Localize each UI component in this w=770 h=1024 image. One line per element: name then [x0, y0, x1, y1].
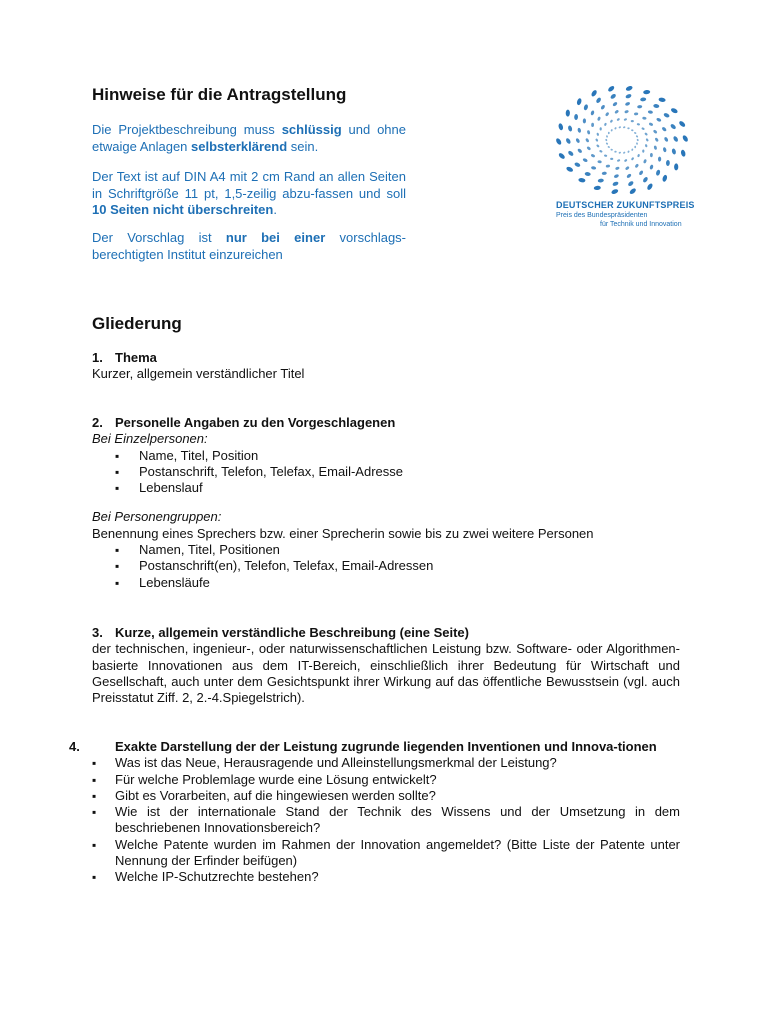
logo-dot [565, 137, 571, 144]
logo-dot [634, 163, 639, 168]
section-2-heading: 2. Personelle Angaben zu den Vorgeschlagenen [92, 415, 396, 430]
logo-dot [637, 154, 640, 158]
logo-dot [558, 123, 564, 131]
logo-dot [631, 129, 634, 131]
logo-dot [606, 135, 608, 138]
logo-dot [664, 136, 669, 142]
logo-dot [615, 166, 620, 170]
list-item: ▪ Lebenslauf [92, 480, 680, 496]
logo-dot [658, 97, 666, 102]
list-item: ▪ Name, Titel, Position [92, 448, 680, 464]
logo-dot [642, 116, 647, 120]
logo-dot [636, 142, 638, 145]
logo-dot [662, 174, 668, 182]
list-item: ▪ Welche IP-Schutzrechte bestehen? [92, 869, 680, 885]
logo-dot [627, 127, 630, 129]
section-2 [92, 415, 680, 591]
logo-dot [653, 104, 660, 109]
logo-dot [591, 166, 596, 170]
logo-dot [611, 188, 619, 194]
logo-dot [678, 120, 686, 128]
logo-dot [574, 114, 578, 120]
logo-dot [636, 139, 639, 142]
logo-dot [610, 158, 613, 161]
logo-dot [653, 129, 658, 134]
logo-dot [612, 101, 618, 107]
list-item: ▪ Gibt es Vorarbeiten, auf die hingewiesen werden sollte? [92, 788, 680, 804]
logo-dot [604, 154, 608, 157]
logo-dot [674, 163, 678, 170]
section-2-groups-text: Benennung eines Sprechers bzw. einer Sprecherin sowie bis zu zwei weitere Personen [92, 525, 594, 541]
logo-dot [642, 176, 649, 183]
logo-dot [608, 132, 610, 134]
logo-title: DEUTSCHER ZUKUNFTSPREIS [556, 200, 695, 210]
logo-dot [606, 164, 610, 167]
logo-dot [631, 148, 633, 151]
logo-dot [666, 160, 670, 166]
logo-dot [596, 132, 599, 136]
logo-dot [599, 150, 603, 153]
list-item: ▪ Für welche Problemlage wurde eine Lösung entwickelt? [92, 772, 680, 788]
list-item: ▪ Wie ist der internationale Stand der Technik des Wissens und der Umsetzung in dem beschriebenen Innovationsbereich? [92, 804, 680, 837]
logo-dot [575, 138, 580, 144]
logo-dot [643, 159, 647, 164]
logo-dot [574, 162, 581, 168]
logo-dot [610, 149, 613, 151]
section-4-questions [92, 755, 680, 885]
logo-dot [673, 135, 679, 142]
logo-dot [614, 127, 617, 130]
logo-dot [607, 85, 615, 93]
logo-dot [650, 153, 653, 157]
logo-dot [610, 119, 614, 123]
logo-dot [600, 104, 605, 110]
note-submission: Der Vorschlag ist nur bei einer vorschlags-berechtigten Institut einzureichen [92, 230, 406, 262]
logo-dot [566, 110, 570, 117]
logo-dot [590, 89, 597, 97]
logo-dot [638, 170, 643, 176]
logo-dot [644, 132, 648, 136]
logo-dot [631, 120, 634, 123]
logo-dot [597, 116, 601, 121]
logo-dot [623, 126, 626, 129]
logo-dot [613, 174, 619, 179]
logo-dot [606, 142, 609, 145]
logo-dot [631, 157, 635, 161]
logo-dot [625, 166, 630, 171]
logo-dot [627, 180, 634, 187]
section-1-heading: 1. Thema [92, 350, 157, 365]
logo-dot [612, 181, 619, 187]
logo-dot [671, 148, 676, 155]
logo-dot [634, 146, 636, 148]
logo-dot [642, 149, 644, 152]
logo-dot [586, 146, 591, 151]
logo-dot [649, 164, 654, 170]
groups-list [92, 542, 680, 591]
logo-dot [594, 185, 601, 190]
section-2-sub-groups: Bei Personengruppen: [92, 509, 222, 525]
logo-dot [577, 148, 583, 154]
logo-dot [618, 126, 621, 129]
logo-dot [656, 117, 662, 122]
logo-dot [634, 112, 638, 115]
logo-dot [624, 159, 628, 163]
logo-dot [654, 137, 659, 142]
logo-dot [626, 173, 632, 179]
logo-dot [654, 145, 658, 150]
logo-dot [624, 110, 629, 114]
list-item: ▪ Postanschrift(en), Telefon, Telefax, Email-Adressen [92, 558, 680, 574]
logo-dot [604, 123, 607, 127]
note-consistency: Die Projektbeschreibung muss schlüssig und ohne etwaige Anlagen selbsterklärend sein. [92, 122, 406, 154]
logo-dot [578, 178, 586, 183]
logo-dot [625, 93, 632, 99]
section-3-heading: 3. Kurze, allgemein verständliche Beschreibung (eine Seite) [92, 625, 469, 640]
logo-dot [636, 135, 639, 138]
logo-subtitle-2: für Technik und Innovation [600, 221, 682, 228]
logo-dot [600, 127, 602, 130]
logo-dot [576, 98, 582, 106]
logo-dot [616, 118, 620, 122]
logo-dot [614, 109, 619, 114]
individuals-list [92, 448, 680, 497]
logo-subtitle-1: Preis des Bundespräsidenten [556, 212, 648, 219]
logo-dot [648, 122, 653, 126]
logo-dot [627, 150, 630, 153]
logo-dot [567, 150, 574, 157]
logo-dot [663, 112, 670, 118]
logo-dot [645, 138, 649, 142]
logo-dot [584, 172, 591, 177]
logo-dot [590, 110, 595, 116]
logo-dot [596, 144, 600, 148]
logo-dot [591, 123, 594, 127]
logo-dot [602, 171, 607, 175]
logo-dot [567, 125, 572, 132]
logo-dot [614, 151, 617, 153]
section-title-gliederung: Gliederung [92, 314, 182, 333]
logo-dot [682, 134, 689, 142]
logo-dot [680, 149, 686, 157]
logo-dot [605, 139, 608, 142]
list-item: ▪ Namen, Titel, Positionen [92, 542, 680, 558]
list-item: ▪ Was ist das Neue, Herausragende und Alleinstellungsmerkmal der Leistung? [92, 755, 680, 771]
logo-dot [558, 152, 566, 160]
logo-dot [625, 101, 631, 106]
section-3 [92, 625, 680, 706]
logo-dot [595, 138, 599, 142]
logo-dot [605, 112, 610, 117]
logo-dot [617, 159, 621, 162]
logo-dot [610, 93, 617, 100]
logo-dot [590, 154, 595, 158]
logo-dot [585, 138, 590, 143]
logo-dot [556, 137, 562, 145]
logo-dot [641, 127, 645, 130]
logo-dot [646, 183, 653, 191]
list-item: ▪ Postanschrift, Telefon, Telefax, Email-Adresse [92, 464, 680, 480]
section-2-sub-individuals: Bei Einzelpersonen: [92, 431, 208, 447]
logo-dot [610, 129, 612, 132]
logo-dot [663, 147, 667, 153]
section-4-heading: 4. Exakte Darstellung der der Leistung zugrunde liegenden Inventionen und Innova-tionen [69, 739, 657, 754]
logo-dot [625, 85, 633, 92]
logo-dot [583, 118, 586, 123]
logo-dot [587, 130, 591, 135]
logo-dot [645, 144, 648, 148]
page-title: Hinweise für die Antragstellung [92, 85, 347, 104]
list-item: ▪ Lebensläufe [92, 575, 680, 591]
logo-dot [643, 90, 650, 95]
logo-dot [595, 97, 602, 104]
list-item: ▪ Welche Patente wurden im Rahmen der Innovation angemeldet? (Bitte Liste der Patente unter Nennung der Erfinder beifügen) [92, 837, 680, 870]
logo-dot [618, 151, 621, 154]
logo-dot [624, 118, 628, 121]
section-3-text: der technischen, ingenieur-, oder naturwissenschaftlichen Leistung bzw. Software- oder Algorithmen-basierte Innovationen aus dem IT-Bereich, einschließlich ihrer Bedeutung für Wirtschaft und Gesellschaft, auch unter dem Gesichtspunkt ihrer Wirkung auf das öffentliche Bewusstsein (vgl. auch Preisstatut Ziff. 2, 2.-4.Spiegelstrich). [92, 641, 680, 706]
logo-dot [583, 104, 588, 111]
logo-dot [634, 132, 637, 135]
note-format: Der Text ist auf DIN A4 mit 2 cm Rand an allen Seiten in Schriftgröße 11 pt, 1,5-zeilig abzu-fassen und soll 10 Seiten nicht überschreiten. [92, 169, 406, 217]
logo-dot [655, 169, 660, 176]
logo-dot [598, 178, 604, 182]
logo-dot [623, 151, 626, 154]
logo-dot [661, 126, 667, 132]
logo-dot [629, 187, 637, 194]
logo-dot [658, 157, 661, 162]
logo-dot [607, 146, 610, 149]
logo-dot [637, 123, 641, 126]
logo-dot [597, 160, 602, 164]
dotted-spiral-emblem [556, 82, 696, 194]
zukunftspreis-logo [548, 82, 698, 228]
logo-dot [648, 110, 653, 114]
section-1 [92, 350, 680, 383]
logo-dot [577, 127, 581, 133]
section-4 [69, 739, 680, 886]
logo-dot [582, 158, 588, 163]
logo-dot [670, 123, 677, 130]
section-1-text: Kurzer, allgemein verständlicher Titel [92, 366, 305, 382]
logo-dot [640, 97, 646, 101]
logo-dot [566, 166, 574, 173]
logo-dot [670, 107, 678, 114]
logo-dot [637, 105, 642, 109]
